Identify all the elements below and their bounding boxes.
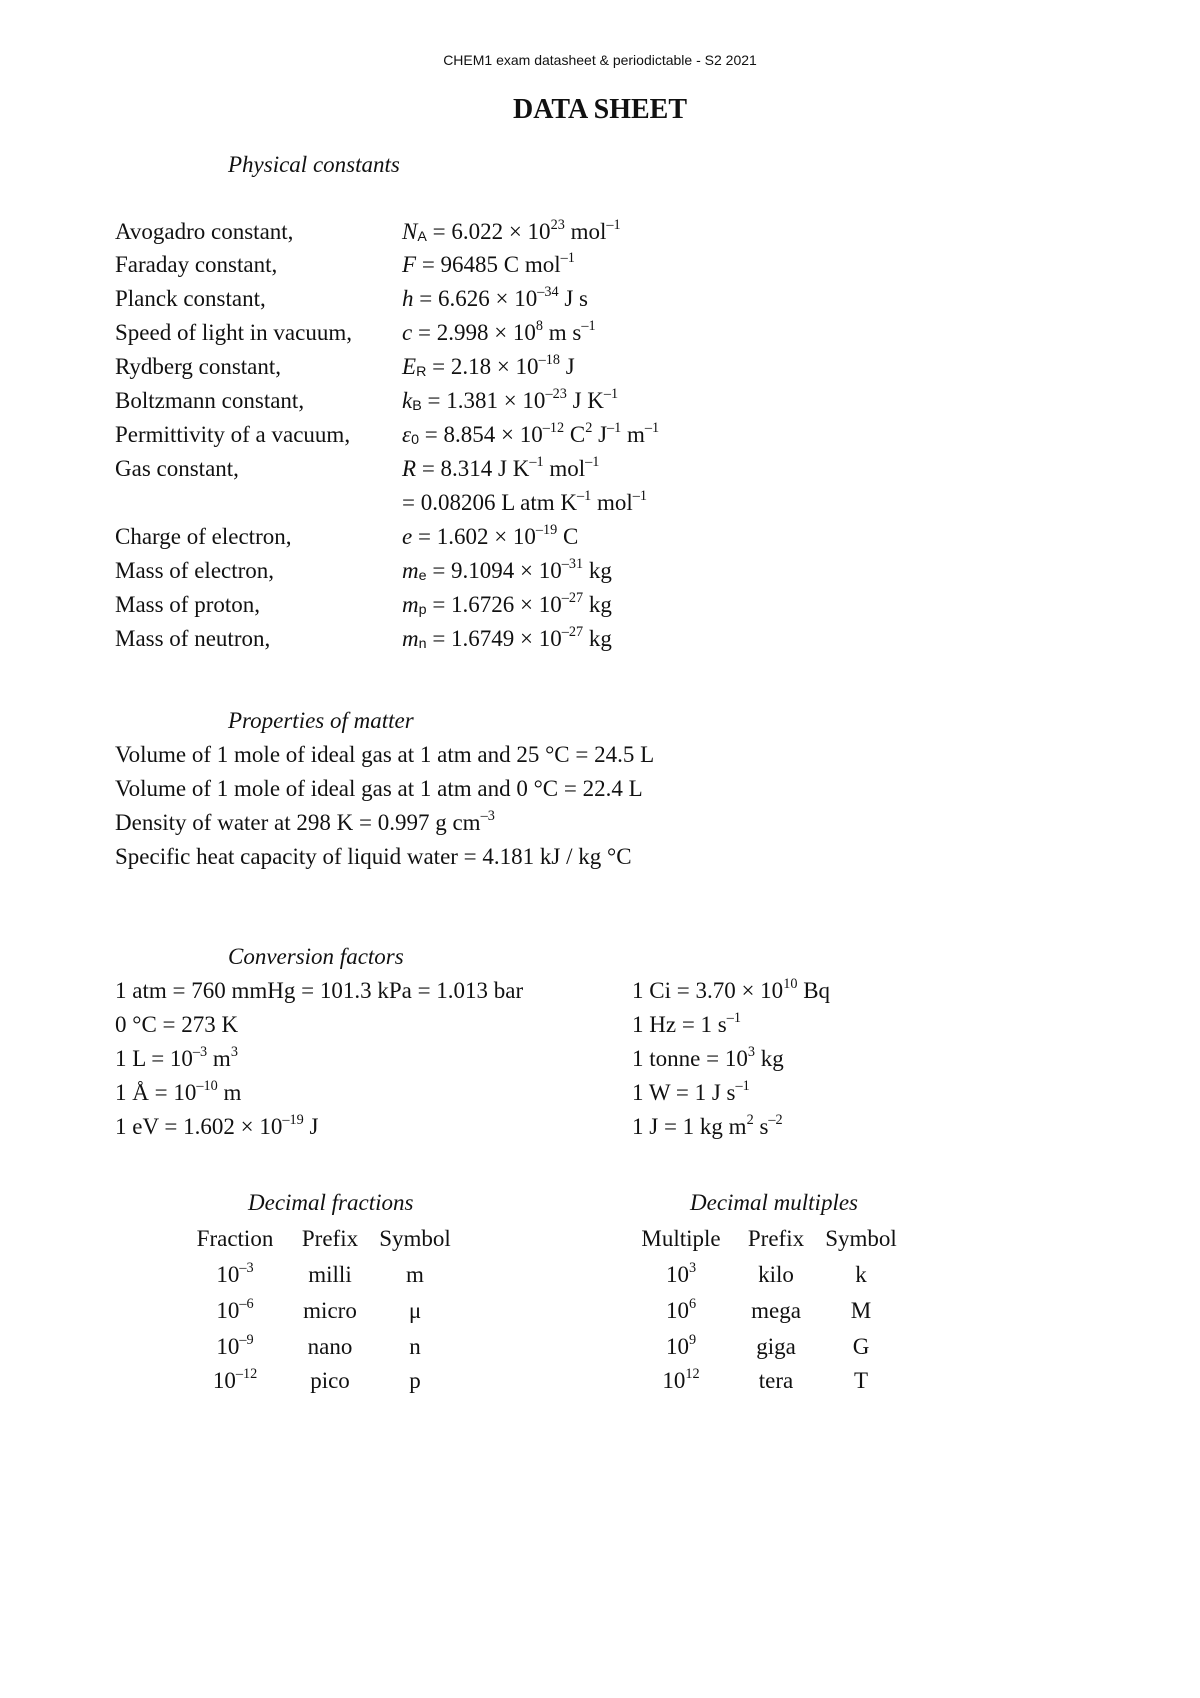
constant-exponent: –1 (577, 488, 592, 505)
constant-value (402, 219, 621, 245)
page-header: CHEM1 exam datasheet & periodictable - S2 2021 (443, 52, 757, 68)
constant-part: = 2.998 × 10 (412, 320, 536, 345)
property-line (115, 742, 654, 768)
constant-label: Mass of electron, (115, 558, 275, 583)
constant-symbol: m (402, 558, 419, 583)
constant-exponent: 23 (550, 217, 565, 234)
constant-symbol: m (402, 626, 419, 651)
property-text: Volume of 1 mole of ideal gas at 1 atm and 0 °C = 22.4 L (115, 776, 643, 801)
conversion-exponent: –1 (735, 1078, 750, 1095)
constant-part: kg (583, 626, 612, 651)
constant-label: Permittivity of a vacuum, (115, 422, 351, 447)
constant-part: J K (566, 388, 604, 413)
prefix-symbol: G (852, 1334, 870, 1359)
constant-symbol: ε (402, 422, 412, 447)
constant-value (402, 354, 575, 380)
constant-part: = 8.854 × 10 (419, 422, 543, 447)
constant-part: = 6.626 × 10 (413, 286, 538, 311)
constant-value (402, 524, 578, 550)
prefix-table-header: Symbol (379, 1226, 451, 1251)
constant-subscript: p (418, 602, 427, 619)
conversion-text: 1 tonne = 10 (632, 1046, 748, 1071)
conversion-text: m (217, 1080, 242, 1105)
constant-subscript: B (412, 398, 422, 415)
constant-exponent: –18 (538, 352, 560, 369)
constant-exponent: –19 (535, 522, 558, 539)
conversion-exponent: 2 (746, 1112, 754, 1129)
constant-symbol: E (402, 354, 417, 379)
prefix-power-exponent: 3 (688, 1260, 697, 1277)
constant-label: Avogadro constant, (115, 219, 294, 244)
prefix-power-base: 10 (212, 1368, 236, 1393)
property-exponent: –3 (480, 808, 495, 825)
constant-subscript: e (418, 568, 427, 585)
fractions-heading: Decimal fractions (248, 1190, 414, 1215)
conversion-text: Bq (797, 978, 831, 1003)
constant-part: m (621, 422, 645, 447)
constant-part: mol (564, 219, 607, 244)
prefix-name: giga (756, 1334, 796, 1359)
constant-value (402, 422, 659, 448)
conversion-text: 1 W = 1 J s (632, 1080, 736, 1105)
constant-value (402, 456, 599, 482)
constant-value (402, 592, 612, 618)
constant-part: = 8.314 J K (416, 456, 530, 481)
constant-part: kg (583, 592, 612, 617)
property-line (115, 776, 643, 802)
property-line (115, 844, 632, 870)
conversion-line (632, 1114, 783, 1140)
conversion-exponent: –10 (196, 1078, 218, 1095)
conversion-line (632, 978, 830, 1004)
constant-part: mol (543, 456, 586, 481)
constant-label: Faraday constant, (115, 252, 278, 277)
conversion-line (115, 1012, 238, 1038)
constant-part: kg (583, 558, 612, 583)
conversion-text: 1 Å = 10 (115, 1080, 197, 1105)
conversion-text: m (207, 1046, 231, 1071)
constant-label: Rydberg constant, (115, 354, 282, 379)
property-text: Volume of 1 mole of ideal gas at 1 atm and 25 °C = 24.5 L (115, 742, 655, 767)
conversion-text: 1 Ci = 3.70 × 10 (632, 978, 784, 1003)
conversion-text: 1 eV = 1.602 × 10 (115, 1114, 283, 1139)
constant-part: J (592, 422, 608, 447)
prefix-name: nano (307, 1334, 353, 1359)
constant-label: Gas constant, (115, 456, 239, 481)
conversion-line (632, 1046, 784, 1072)
constant-symbol: k (402, 388, 413, 413)
conversion-line (632, 1080, 750, 1106)
conversion-line (115, 1114, 318, 1140)
prefix-power-exponent: 6 (688, 1296, 697, 1313)
conversion-exponent: –19 (282, 1112, 304, 1129)
prefix-power (180, 1298, 290, 1324)
conversion-line (115, 1046, 238, 1072)
prefix-symbol: M (850, 1298, 872, 1323)
conversion-text: 1 Hz = 1 s (632, 1012, 727, 1037)
conversion-text: 1 L = 10 (115, 1046, 193, 1071)
conversion-text: 1 atm = 760 mmHg = 101.3 kPa = 1.013 bar (115, 978, 524, 1003)
conversion-text: s (753, 1114, 769, 1139)
constant-value (402, 252, 575, 278)
prefix-power-base: 10 (665, 1334, 689, 1359)
prefix-symbol: p (409, 1368, 421, 1393)
prefix-table-header: Prefix (301, 1226, 359, 1251)
conversion-text: 1 J = 1 kg m (632, 1114, 747, 1139)
prefix-name: micro (303, 1298, 357, 1323)
constant-label: Charge of electron, (115, 524, 292, 549)
constant-exponent: –27 (561, 624, 584, 641)
constant-exponent: –1 (529, 454, 544, 471)
constant-exponent: –1 (607, 420, 622, 437)
conversion-exponent: –1 (726, 1010, 741, 1027)
prefix-symbol: m (406, 1262, 424, 1287)
prefix-name: pico (310, 1368, 350, 1393)
conversion-heading: Conversion factors (228, 944, 404, 969)
conversion-exponent: –3 (192, 1044, 208, 1061)
constant-part: = 0.08206 L atm K (402, 490, 578, 515)
prefix-power-exponent: 9 (688, 1332, 697, 1349)
prefix-table-header: Symbol (825, 1226, 897, 1251)
constant-part: J s (558, 286, 588, 311)
constant-part: m s (543, 320, 582, 345)
prefix-name: kilo (758, 1262, 794, 1287)
prefix-power-exponent: –6 (239, 1296, 254, 1313)
constant-part: = 96485 C mol (416, 252, 561, 277)
constant-exponent: 8 (535, 318, 544, 335)
constant-part: = 1.6726 × 10 (426, 592, 562, 617)
constant-subscript: A (417, 229, 427, 246)
constant-part: = 1.6749 × 10 (426, 626, 562, 651)
prefix-symbol: μ (408, 1298, 422, 1323)
prefix-power (626, 1298, 736, 1324)
constant-part: C (557, 524, 579, 549)
constant-part: = 1.381 × 10 (421, 388, 546, 413)
constant-symbol: F (402, 252, 417, 277)
physical-constants-heading: Physical constants (228, 152, 400, 177)
constant-exponent: –1 (632, 488, 648, 505)
constant-part: = 6.022 × 10 (426, 219, 551, 244)
constant-label: Speed of light in vacuum, (115, 320, 352, 345)
constant-value (402, 286, 588, 312)
prefix-power-base: 10 (665, 1262, 689, 1287)
constant-value (402, 558, 612, 584)
property-text: Density of water at 298 K = 0.997 g cm (115, 810, 481, 835)
constant-exponent: 2 (585, 420, 593, 437)
constant-symbol: m (402, 592, 419, 617)
prefix-power-exponent: 12 (685, 1366, 700, 1383)
prefix-name: mega (751, 1298, 801, 1323)
constant-part: J (559, 354, 575, 379)
constant-exponent: –1 (603, 386, 619, 403)
conversion-text: 0 °C = 273 K (115, 1012, 239, 1037)
constant-part: = 9.1094 × 10 (426, 558, 562, 583)
properties-heading: Properties of matter (228, 708, 414, 733)
conversion-exponent: 10 (783, 976, 798, 993)
constant-exponent: –1 (585, 454, 600, 471)
conversion-exponent: –2 (768, 1112, 783, 1129)
prefix-power (626, 1368, 736, 1394)
constant-value (402, 320, 596, 346)
prefix-power-base: 10 (665, 1298, 689, 1323)
constant-symbol: R (402, 456, 417, 481)
constant-symbol: h (402, 286, 414, 311)
constant-exponent: –1 (581, 318, 596, 335)
property-line (115, 810, 495, 836)
constant-label: Planck constant, (115, 286, 266, 311)
prefix-power (180, 1334, 290, 1360)
multiples-heading: Decimal multiples (690, 1190, 858, 1215)
prefix-symbol: T (853, 1368, 869, 1393)
constant-exponent: –23 (545, 386, 567, 403)
conversion-text: kg (754, 1046, 784, 1071)
prefix-name: tera (758, 1368, 794, 1393)
page-title: DATA SHEET (512, 94, 687, 125)
conversion-exponent: 3 (230, 1044, 238, 1061)
constant-exponent: –34 (537, 284, 559, 301)
conversion-line (632, 1012, 741, 1038)
constant-value (402, 490, 647, 516)
constant-subscript: 0 (411, 432, 420, 449)
constant-exponent: –27 (561, 590, 584, 607)
conversion-line (115, 1080, 241, 1106)
constant-label: Mass of proton, (115, 592, 261, 617)
prefix-power-exponent: –3 (239, 1260, 254, 1277)
constant-value (402, 626, 612, 652)
constant-part: = 1.602 × 10 (412, 524, 536, 549)
constant-exponent: –12 (542, 420, 565, 437)
constant-part: C (564, 422, 586, 447)
prefix-power (180, 1368, 290, 1394)
prefix-power-base: 10 (216, 1334, 240, 1359)
conversion-line (115, 978, 523, 1004)
constant-symbol: e (402, 524, 413, 549)
prefix-table-header: Multiple (641, 1226, 721, 1251)
prefix-symbol: n (409, 1334, 421, 1359)
constant-subscript: R (416, 364, 427, 381)
prefix-name: milli (308, 1262, 352, 1287)
prefix-table-header: Fraction (196, 1226, 274, 1251)
constant-exponent: –31 (561, 556, 584, 573)
constant-exponent: –1 (560, 250, 575, 267)
constant-part: = 2.18 × 10 (426, 354, 539, 379)
property-text: Specific heat capacity of liquid water = 4.181 kJ / kg °C (115, 844, 632, 869)
constant-value (402, 388, 618, 414)
constant-label: Boltzmann constant, (115, 388, 305, 413)
conversion-exponent: 3 (747, 1044, 755, 1061)
prefix-power-exponent: –12 (235, 1366, 258, 1383)
prefix-power (626, 1334, 736, 1360)
constant-symbol: c (402, 320, 413, 345)
constant-symbol: N (402, 219, 418, 244)
prefix-power-exponent: –9 (239, 1332, 254, 1349)
constant-subscript: n (418, 636, 427, 653)
constant-part: mol (591, 490, 633, 515)
prefix-power-base: 10 (216, 1298, 240, 1323)
prefix-power (180, 1262, 290, 1288)
constant-label: Mass of neutron, (115, 626, 271, 651)
prefix-power-base: 10 (662, 1368, 686, 1393)
conversion-text: J (303, 1114, 319, 1139)
constant-exponent: –1 (644, 420, 660, 437)
constant-exponent: –1 (606, 217, 621, 234)
prefix-table-header: Prefix (747, 1226, 805, 1251)
prefix-symbol: k (855, 1262, 867, 1287)
prefix-power (626, 1262, 736, 1288)
prefix-power-base: 10 (216, 1262, 240, 1287)
